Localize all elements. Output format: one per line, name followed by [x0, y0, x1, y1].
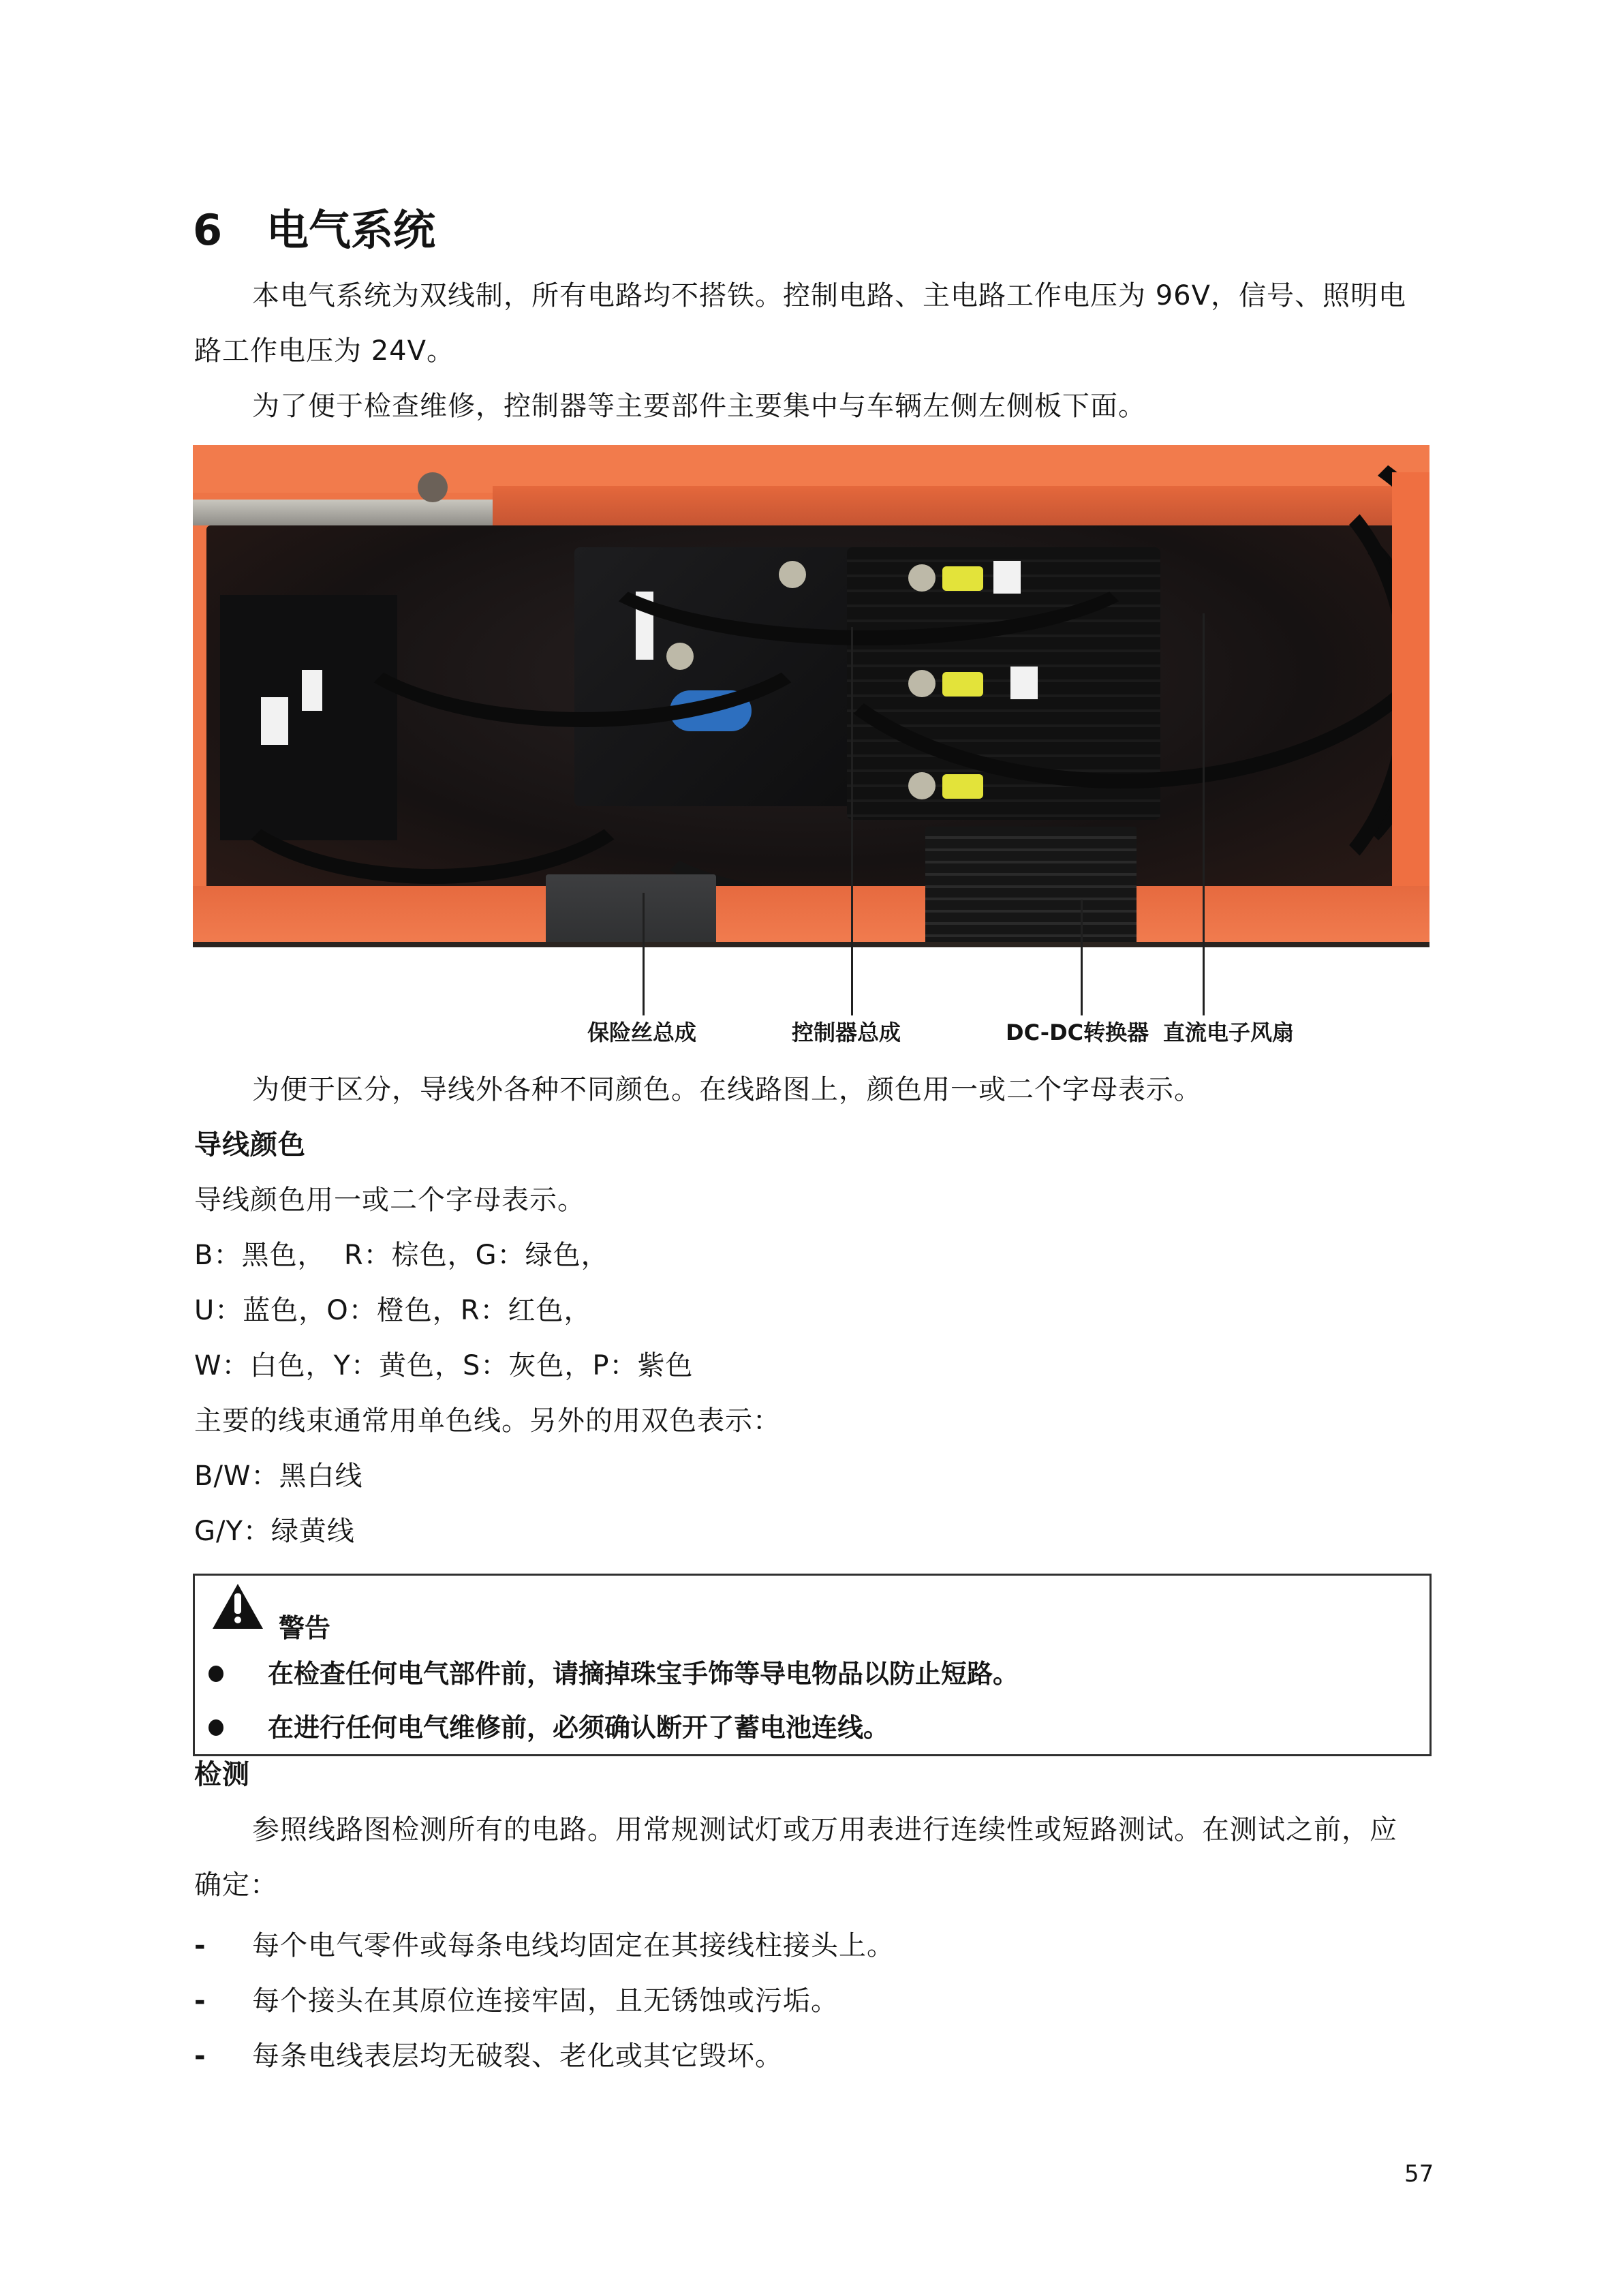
wire-colors-intro: 为便于区分，导线外各种不同颜色。在线路图上，颜色用一或二个字母表示。 — [252, 1074, 1202, 1105]
intro-paragraph-line-2: 路工作电压为 24V。 — [194, 335, 454, 367]
callout-line-fan — [1203, 613, 1205, 1015]
page-number: 57 — [1404, 2160, 1434, 2188]
dash-bullet: - — [194, 1930, 206, 1961]
metal-bar — [193, 500, 493, 525]
two-color-gy: G/Y：绿黄线 — [194, 1516, 355, 1547]
electrical-compartment-photo — [193, 445, 1429, 947]
fuse-assembly — [546, 874, 716, 947]
callout-dc-dc-converter: DC-DC转换器 — [1006, 1020, 1149, 1045]
section-title — [193, 196, 435, 257]
bolt — [418, 472, 448, 502]
callout-fuse-assembly: 保险丝总成 — [587, 1020, 697, 1045]
panel-right-wall — [1392, 472, 1429, 915]
wire-colors-line-2: U：蓝色，O：橙色，R：红色， — [194, 1295, 592, 1326]
photo-bottom-edge — [193, 942, 1429, 947]
callout-line-dcdc — [1081, 900, 1083, 1015]
warning-triangle-icon — [213, 1584, 263, 1629]
cable — [206, 663, 659, 884]
two-color-bw: B/W：黑白线 — [194, 1460, 363, 1492]
warning-item — [208, 1653, 1019, 1690]
inspection-heading: 检测 — [194, 1759, 250, 1790]
wire-colors-heading: 导线颜色 — [194, 1129, 306, 1161]
section-number: 6 — [193, 205, 223, 255]
inspection-item — [194, 2034, 783, 2073]
warning-box — [193, 1574, 1432, 1756]
dash-bullet: - — [194, 1985, 206, 2017]
warning-title: 警告 — [279, 1613, 331, 1643]
callout-dc-fan: 直流电子风扇 — [1163, 1020, 1295, 1045]
inspection-item-text: 每个接头在其原位连接牢固，且无锈蚀或污垢。 — [252, 1985, 839, 2017]
bullet-icon — [208, 1719, 223, 1736]
wire-colors-line-1: B：黑色， R：棕色，G：绿色， — [194, 1240, 609, 1271]
two-color-intro: 主要的线束通常用单色线。另外的用双色表示： — [194, 1405, 781, 1437]
exclamation-dot — [234, 1617, 241, 1623]
inspection-paragraph-line-2: 确定： — [194, 1869, 278, 1901]
inspection-item — [194, 1924, 895, 1963]
warning-item — [208, 1706, 889, 1744]
callout-line-controller — [851, 627, 853, 1015]
wire-colors-line-3: W：白色，Y：黄色，S：灰色，P：紫色 — [194, 1350, 694, 1381]
warning-item-text: 在检查任何电气部件前，请摘掉珠宝手饰等导电物品以防止短路。 — [268, 1659, 1019, 1689]
section-title-text: 电气系统 — [266, 205, 436, 255]
inspection-paragraph-line-1: 参照线路图检测所有的电路。用常规测试灯或万用表进行连续性或短路测试。在测试之前，应 — [252, 1814, 1397, 1846]
intro-paragraph-line-1: 本电气系统为双线制，所有电路均不搭铁。控制电路、主电路工作电压为 96V，信号、照明电 — [252, 280, 1406, 311]
exclamation-mark — [234, 1593, 241, 1614]
cable — [1092, 459, 1415, 911]
inspection-item-text: 每条电线表层均无破裂、老化或其它毁坏。 — [252, 2040, 783, 2072]
warning-item-text: 在进行任何电气维修前，必须确认断开了蓄电池连线。 — [268, 1713, 890, 1743]
callout-line-fuse — [643, 893, 645, 1015]
callout-controller-assembly: 控制器总成 — [792, 1020, 901, 1045]
wire-colors-desc: 导线颜色用一或二个字母表示。 — [194, 1184, 585, 1216]
inspection-item-text: 每个电气零件或每条电线均固定在其接线柱接头上。 — [252, 1930, 895, 1961]
panel-floor — [193, 886, 1429, 947]
dc-dc-converter — [925, 827, 1137, 947]
intro-paragraph-2: 为了便于检查维修，控制器等主要部件主要集中与车辆左侧左侧板下面。 — [252, 391, 1146, 422]
dash-bullet: - — [194, 2040, 206, 2072]
bullet-icon — [208, 1666, 223, 1682]
inspection-item — [194, 1979, 839, 2018]
